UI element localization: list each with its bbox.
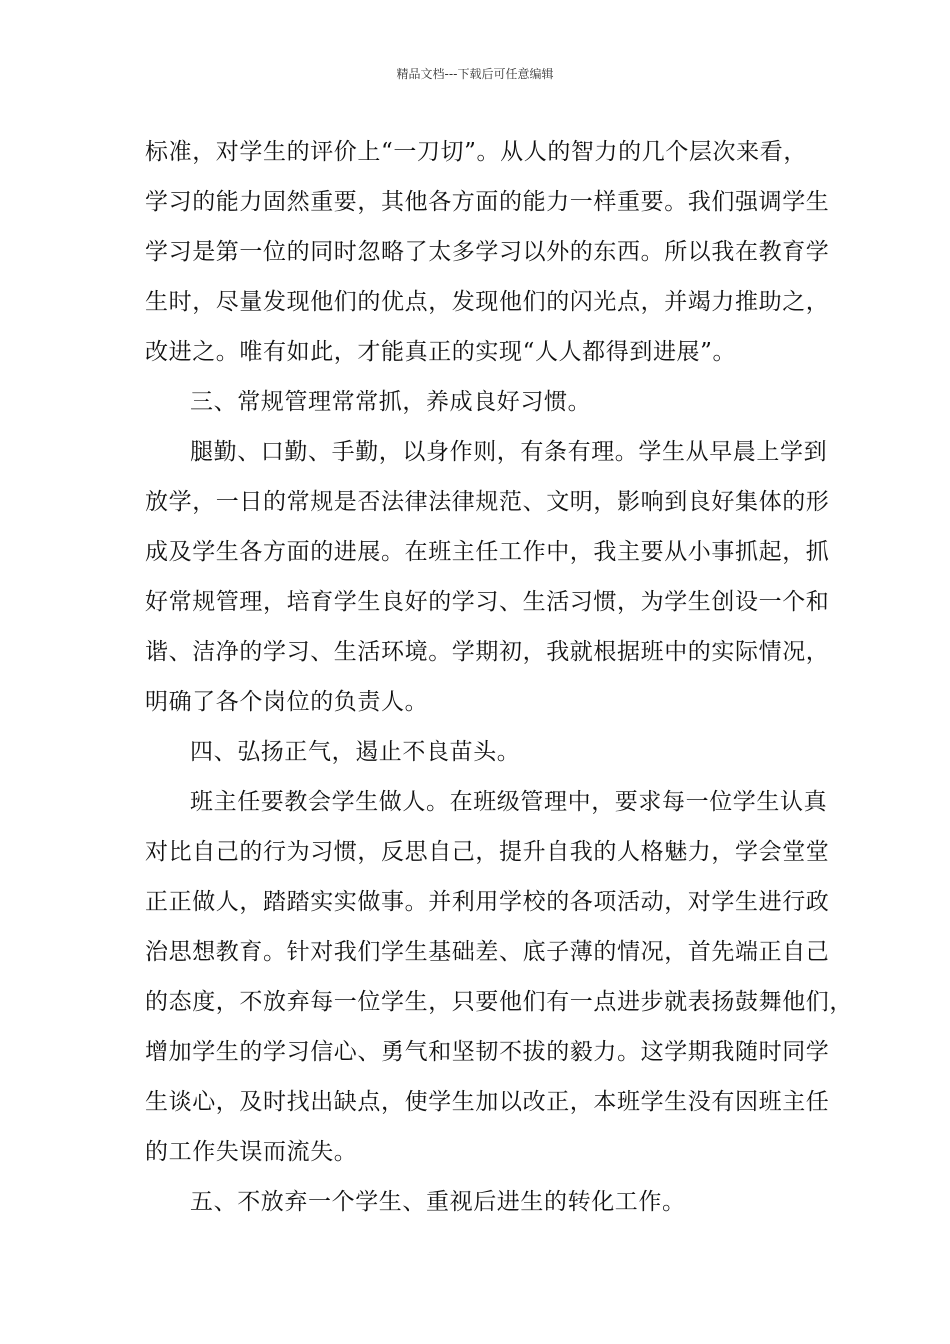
text-line: 的工作失误而流失。 [145, 1139, 358, 1165]
text-line: 好常规管理，培育学生良好的学习、生活习惯，为学生创设一个和 [145, 589, 830, 615]
text-line: 明确了各个岗位的负责人。 [145, 689, 429, 715]
section-heading: 三、常规管理常常抓，养成良好习惯。 [190, 389, 592, 415]
text-line: 对比自己的行为习惯，反思自己，提升自我的人格魅力，学会堂堂 [145, 839, 830, 865]
text-line: 生时，尽量发现他们的优点，发现他们的闪光点，并竭力推助之， [145, 289, 830, 315]
text-line: 成及学生各方面的进展。在班主任工作中，我主要从小事抓起，抓 [145, 539, 830, 565]
text-line: 谐、洁净的学习、生活环境。学期初，我就根据班中的实际情况， [145, 639, 830, 665]
text-line: 生谈心，及时找出缺点，使学生加以改正，本班学生没有因班主任 [145, 1089, 830, 1115]
text-line: 增加学生的学习信心、勇气和坚韧不拔的毅力。这学期我随时同学 [145, 1039, 830, 1065]
text-line: 正正做人，踏踏实实做事。并利用学校的各项活动，对学生进行政 [145, 889, 830, 915]
text-line: 改进之。唯有如此，才能真正的实现“人人都得到进展”。 [145, 339, 737, 365]
text-line: 腿勤、口勤、手勤，以身作则，有条有理。学生从早晨上学到 [190, 439, 828, 465]
text-line: 放学，一日的常规是否法律法律规范、文明，影响到良好集体的形 [145, 489, 830, 515]
text-line: 学习是第一位的同时忽略了太多学习以外的东西。所以我在教育学 [145, 239, 830, 265]
text-line: 的态度，不放弃每一位学生，只要他们有一点进步就表扬鼓舞他们， [145, 989, 853, 1015]
text-line: 治思想教育。针对我们学生基础差、底子薄的情况，首先端正自己 [145, 939, 830, 965]
section-heading: 五、不放弃一个学生、重视后进生的转化工作。 [190, 1189, 686, 1215]
text-line: 标准，对学生的评价上“一刀切”。从人的智力的几个层次来看， [145, 139, 807, 165]
page-header: 精品文档---下载后可任意编辑 [396, 67, 554, 81]
section-heading: 四、弘扬正气，遏止不良苗头。 [190, 739, 521, 765]
text-line: 班主任要教会学生做人。在班级管理中，要求每一位学生认真 [190, 789, 828, 815]
text-line: 学习的能力固然重要，其他各方面的能力一样重要。我们强调学生 [145, 189, 830, 215]
